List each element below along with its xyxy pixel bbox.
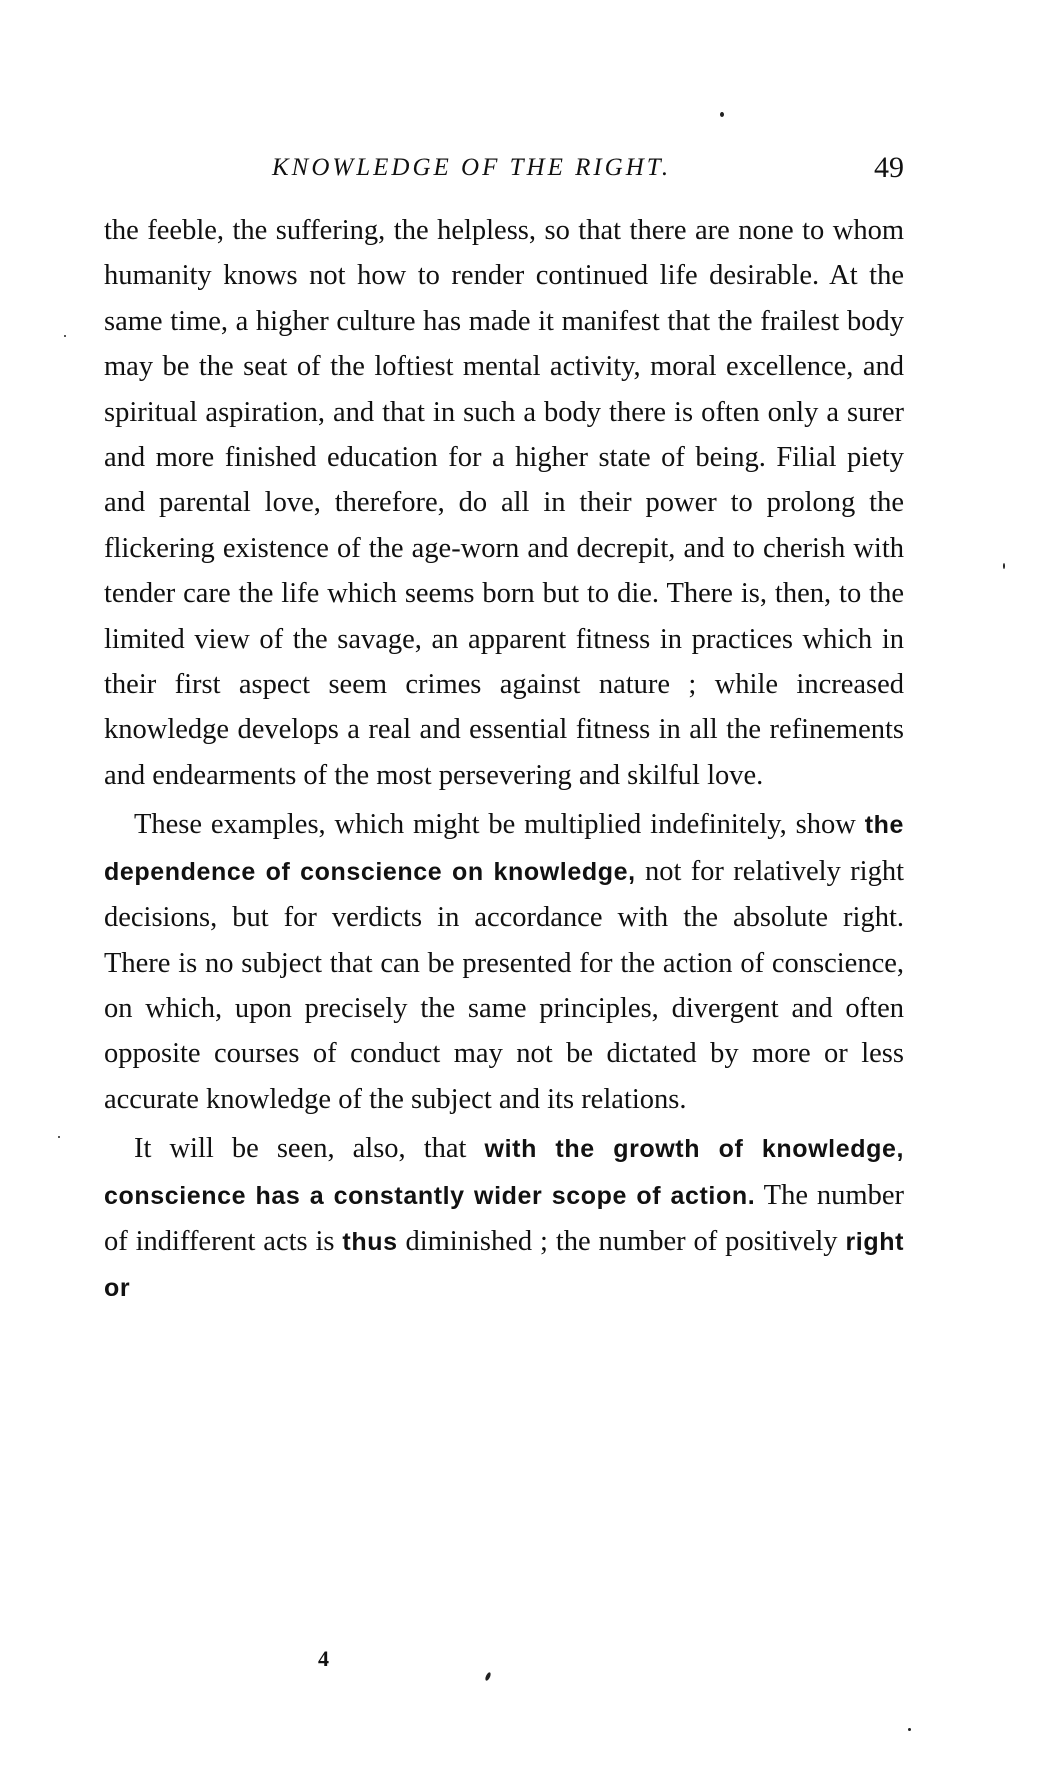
scan-speck bbox=[908, 1728, 911, 1731]
text-segment: the feeble, the suffering, the helpless, so that there are none to whom humanity knows not how to render continued life desirable. At the same time, a higher culture has made it manifest that the frailest body may be the seat of the loftiest mental activity, moral excellence, and spiritual aspiration, and that in such a body there is often only a surer and more finished education for a higher state of being. Filial piety and parental love, therefore, do all in their power to prolong the flickering existence of the age-worn and decrepit, and to cherish with tender care the life which seems born but to die. There is, then, to the limited view of the savage, an apparent fitness in practices which in their first aspect seem crimes against nature ; while increased knowledge develops a real and essential fitness in all the refinements and endearments of the most persevering and skilful love. bbox=[104, 215, 904, 791]
paragraph-2 bbox=[104, 802, 904, 1122]
text-segment: diminished ; the number of positively bbox=[397, 1225, 846, 1257]
signature-mark: 4 bbox=[318, 1646, 329, 1671]
page-number: 49 bbox=[874, 151, 904, 184]
page-header bbox=[104, 148, 904, 188]
scan-speck bbox=[720, 112, 724, 117]
text-segment: not for relatively right decisions, but for verdicts in accordance with the absolute right. There is no subject that can be presented for the action of conscience, on which, upon precisely the same principles, divergent and often opposite courses of conduct may not be dictated by more or less accurate knowledge of the subject and its relations. bbox=[104, 855, 904, 1115]
emphasized-phrase: the dependence of conscience on knowledge, bbox=[104, 811, 904, 886]
paragraph-3 bbox=[104, 1126, 904, 1312]
scan-speck bbox=[58, 1136, 60, 1138]
running-title: KNOWLEDGE OF THE RIGHT. bbox=[272, 154, 672, 181]
emphasized-phrase: with the growth of knowledge, conscience has a constantly wider scope of action. bbox=[104, 1135, 904, 1210]
emphasized-word: thus bbox=[342, 1227, 398, 1256]
emphasized-phrase: right or bbox=[104, 1227, 904, 1303]
scan-speck bbox=[1003, 563, 1005, 569]
text-segment: It will be seen, also, that bbox=[134, 1133, 485, 1165]
scan-speck bbox=[64, 335, 66, 337]
text-segment: The number of indifferent acts is bbox=[104, 1179, 904, 1257]
paragraph-1 bbox=[104, 208, 904, 798]
text-segment: These examples, which might be multiplied indefinitely, show bbox=[134, 809, 865, 841]
book-page bbox=[104, 0, 904, 1770]
body-text bbox=[104, 208, 904, 1312]
